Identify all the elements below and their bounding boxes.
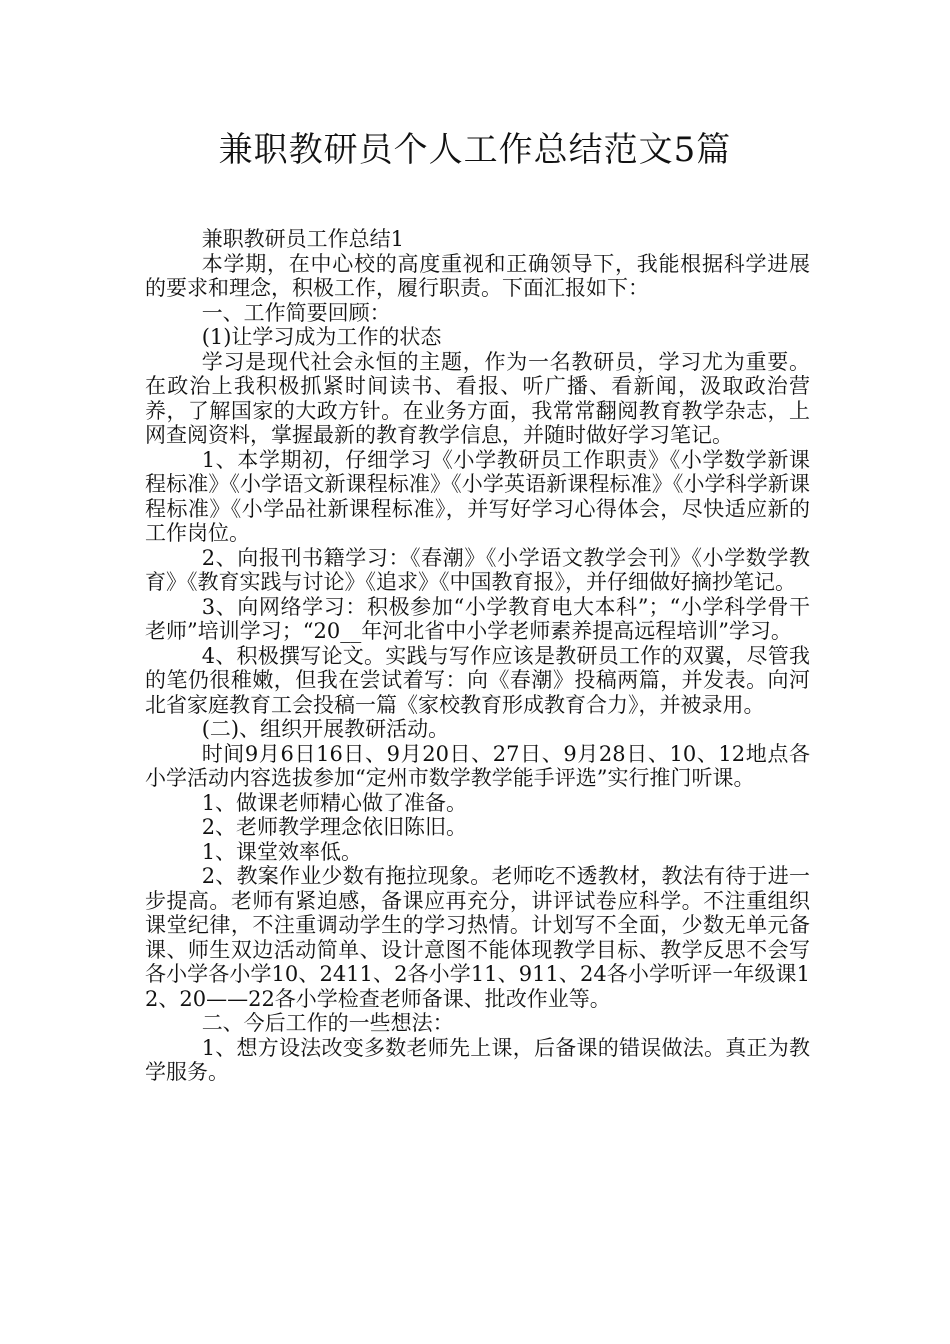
- subsection-heading: (二)、组织开展教研活动。: [201, 717, 450, 741]
- list-item: 1、做课老师精心做了准备。: [201, 790, 468, 815]
- subsection-heading: (1)让学习成为工作的状态: [201, 325, 442, 349]
- list-item: 2、老师教学理念依旧陈旧。: [201, 815, 468, 839]
- list-item: 1、课堂效率低。: [201, 839, 363, 864]
- body-paragraph: 2、向报刊书籍学习：《春潮》《小学语文教学会刊》《小学数学教育》《教育实践与讨论》《追求》《中国教育报》，并仔细做好摘抄笔记。: [145, 545, 810, 594]
- body-paragraph: 2、教案作业少数有拖拉现象。老师吃不透教材，教法有待于进一步提高。老师有紧迫感，备课应再充分，讲评试卷应科学。不注重组织课堂纪律，不注重调动学生的学习热情。计划写不全面，少数无单元备课、师生双边活动简单、设计意图不能体现教学目标、教学反思不会写各小学各小学10、2411、2各小学11、911、24各小学听评一年级课12、20——22各小学检查老师备课、批改作业等。: [145, 864, 810, 1011]
- body-paragraph: 时间9月6日16日、9月20日、27日、9月28日、10、12地点各小学活动内容选拔参加“定州市数学教学能手评选”实行推门听课。: [145, 741, 810, 790]
- body-paragraph: 学习是现代社会永恒的主题，作为一名教研员，学习尤为重要。在政治上我积极抓紧时间读书、看报、听广播、看新闻，汲取政治营养，了解国家的大政方针。在业务方面，我常常翻阅教育教学杂志，上网查阅资料，掌握最新的教育教学信息，并随时做好学习笔记。: [145, 349, 810, 447]
- section-heading: 二、今后工作的一些想法：: [201, 1011, 454, 1035]
- document-body: [145, 227, 810, 1085]
- document-title: 兼职教研员个人工作总结范文5篇: [218, 130, 732, 170]
- section-heading: 兼职教研员工作总结1: [201, 227, 405, 251]
- body-paragraph: 1、本学期初，仔细学习《小学教研员工作职责》《小学数学新课程标准》《小学语文新课程标准》《小学英语新课程标准》《小学科学新课程标准》《小学品社新课程标准》，并写好学习心得体会，尽快适应新的工作岗位。: [145, 447, 810, 545]
- body-paragraph: 本学期，在中心校的高度重视和正确领导下，我能根据科学进展的要求和理念，积极工作，履行职责。下面汇报如下：: [145, 251, 810, 300]
- body-paragraph: 3、向网络学习：积极参加“小学教育电大本科”；“小学科学骨干老师”培训学习；“20__年河北省中小学老师素养提高远程培训”学习。: [145, 594, 810, 643]
- body-paragraph: 4、积极撰写论文。实践与写作应该是教研员工作的双翼，尽管我的笔仍很稚嫩，但我在尝试着写：向《春潮》投稿两篇，并发表。向河北省家庭教育工会投稿一篇《家校教育形成教育合力》，并被录用。: [145, 643, 810, 717]
- body-paragraph: 1、想方设法改变多数老师先上课，后备课的错误做法。真正为教学服务。: [145, 1035, 810, 1084]
- section-heading: 一、工作简要回顾：: [201, 300, 391, 325]
